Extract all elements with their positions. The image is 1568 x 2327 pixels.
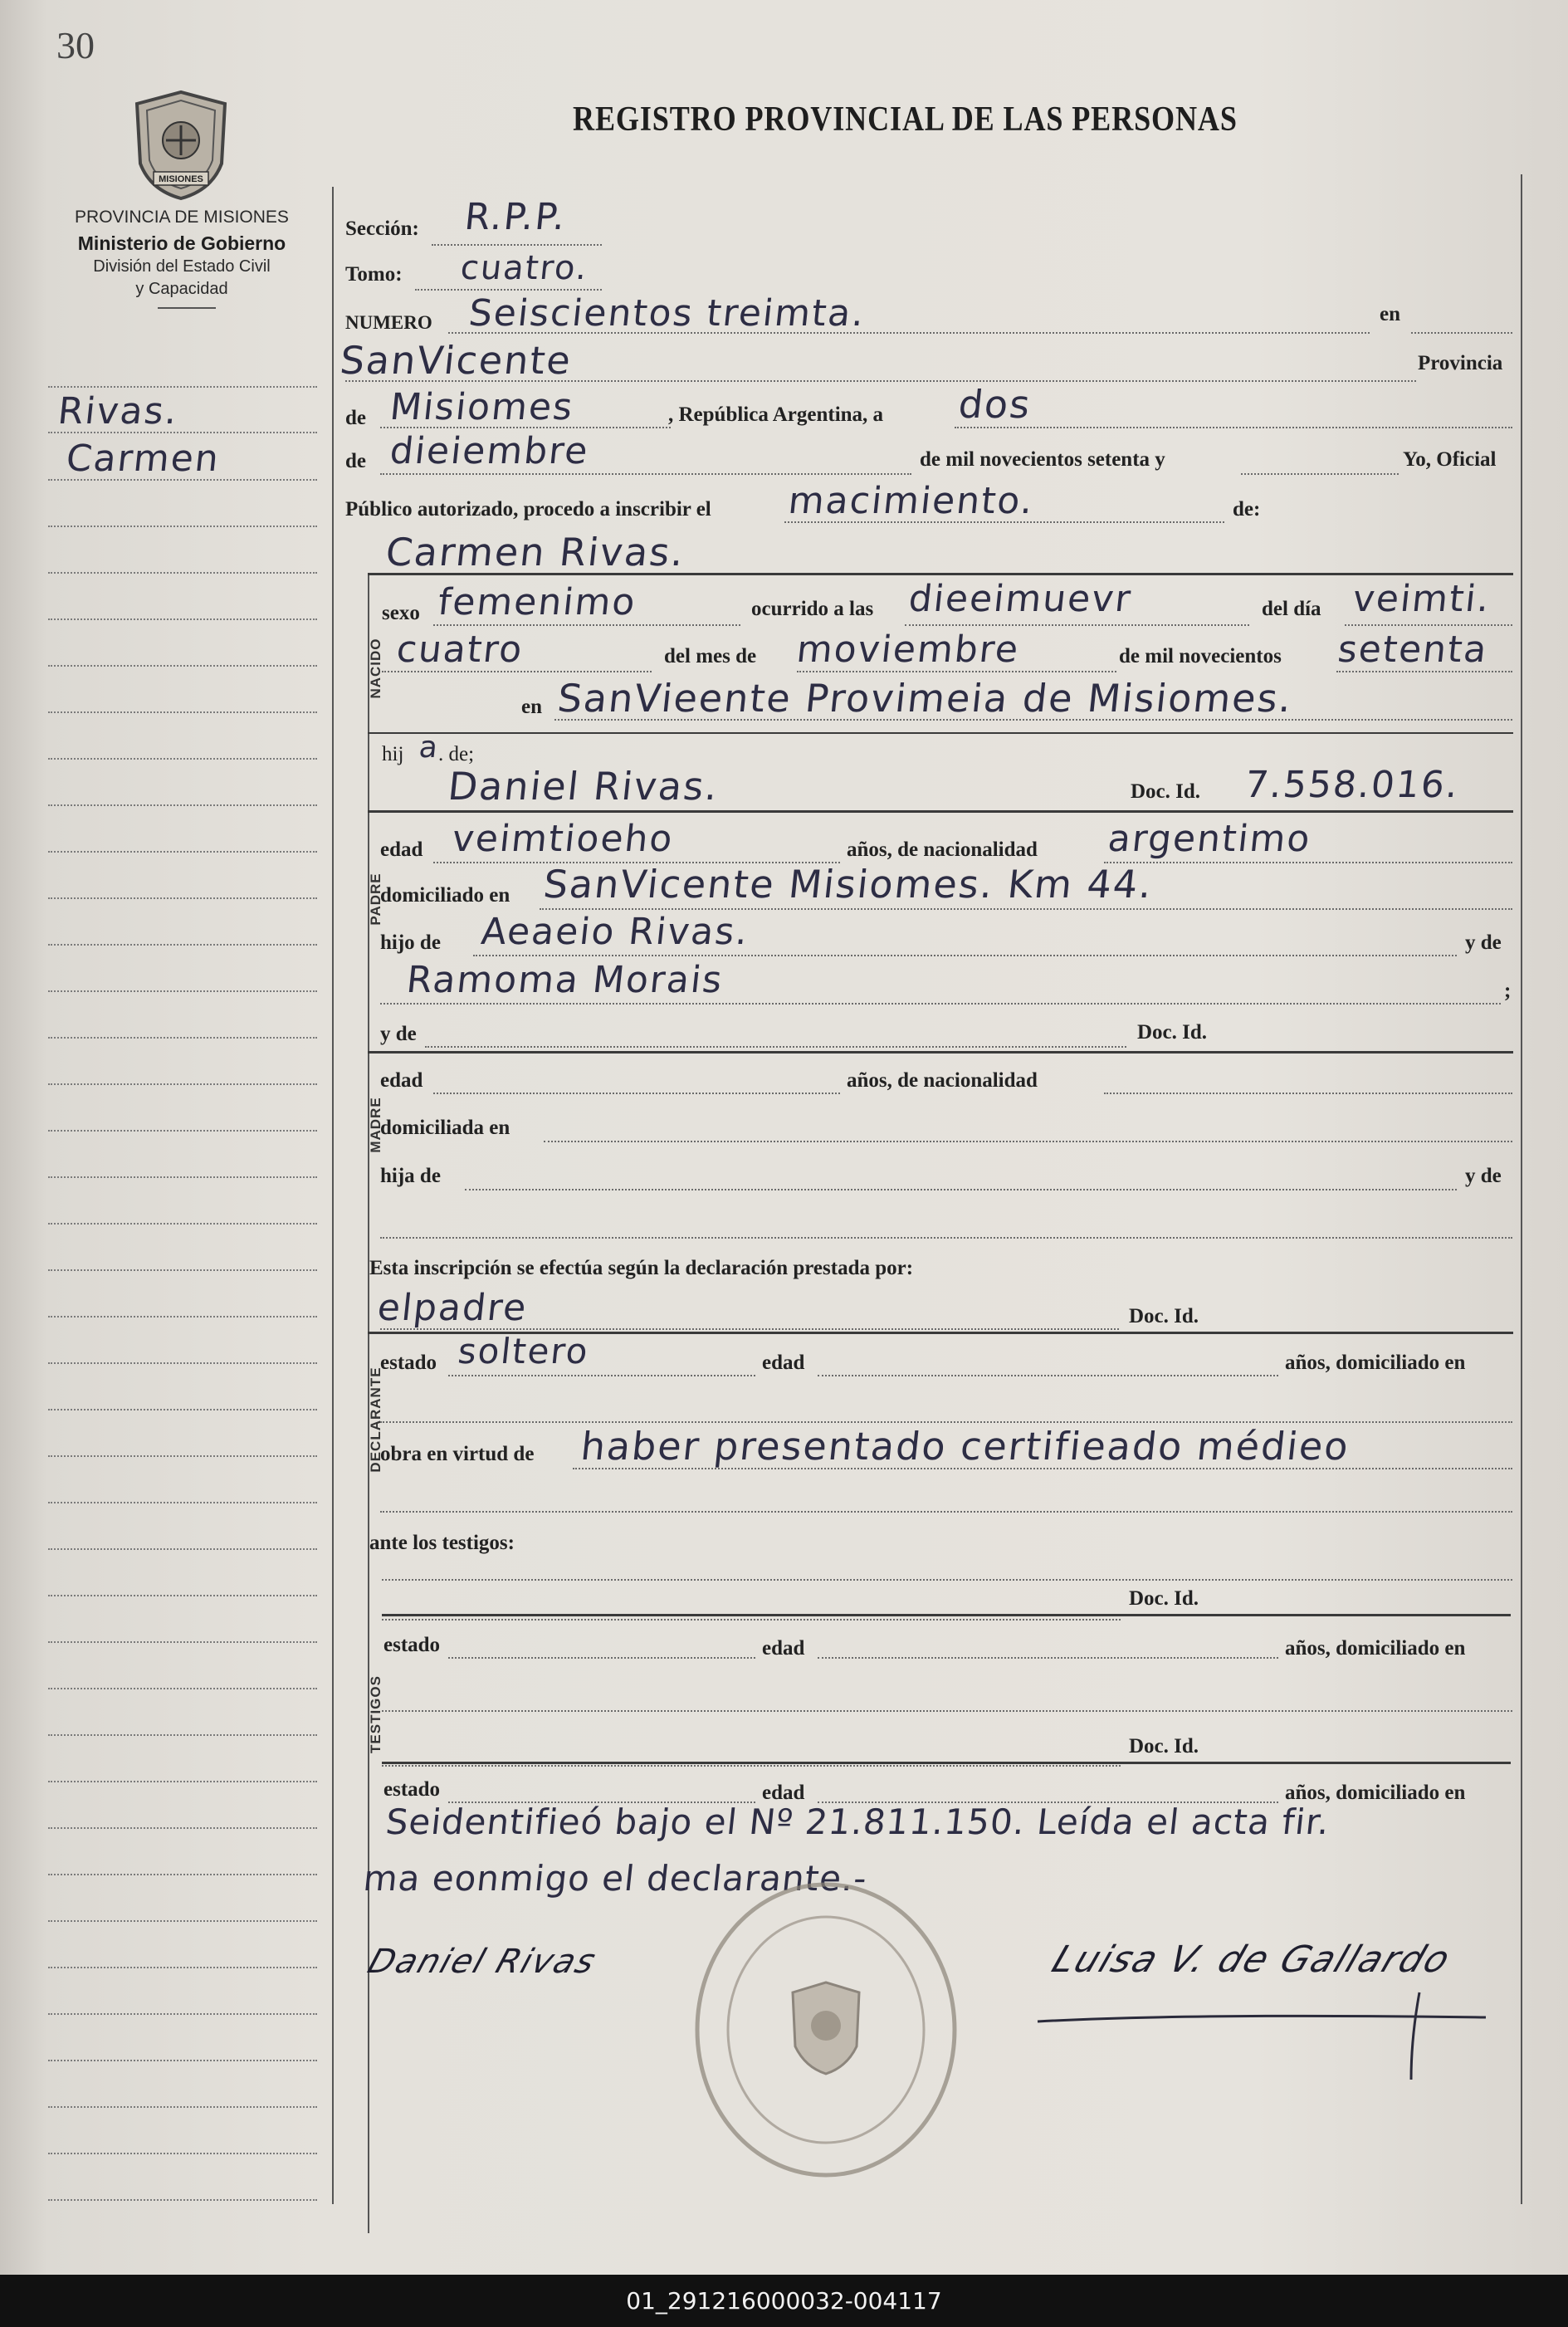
label-madre-edad: edad <box>380 1069 423 1092</box>
label-testigo1-estado: estado <box>383 1634 441 1656</box>
province-name: PROVINCIA DE MISIONES <box>75 208 289 227</box>
label-en: en <box>1380 303 1400 325</box>
field-hora: dieeimuevr <box>906 578 1135 620</box>
field-anio-nacimiento: setenta <box>1336 628 1491 671</box>
page-number: 30 <box>56 24 95 66</box>
field-nombre-nacido: Carmen Rivas. <box>383 530 687 574</box>
margin-given-name: Carmen <box>64 438 222 480</box>
field-sexo: femenimo <box>436 581 639 623</box>
right-border <box>1521 174 1522 2204</box>
label-declarante-edad: edad <box>762 1352 805 1374</box>
field-lugar: SanVicente <box>338 338 574 383</box>
field-padre-doc: 7.558.016. <box>1243 764 1462 806</box>
field-virtud: haber presentado certifieado médieo <box>579 1424 1352 1469</box>
label-padre-edad: edad <box>380 838 423 861</box>
label-del-dia: del día <box>1262 598 1321 620</box>
signature-oficial: Luisa V. de Gallardo <box>1046 1938 1458 1981</box>
label-de-2: de <box>345 450 366 472</box>
label-sexo: sexo <box>382 602 420 624</box>
official-stamp-icon <box>689 1876 963 2183</box>
capacity-name: y Capacidad <box>135 280 228 298</box>
label-provincia: Provincia <box>1418 352 1503 374</box>
field-provincia: Misiomes <box>388 386 576 428</box>
signature-declarante: Daniel Rivas <box>363 1943 602 1981</box>
label-testigo1-domicilio: años, domiciliado en <box>1285 1637 1466 1660</box>
margin-surname: Rivas. <box>56 390 181 433</box>
field-dia-nacimiento-1: veimti. <box>1351 578 1493 620</box>
field-lugar-nacimiento: SanVieente Provimeia de Misiomes. <box>555 676 1296 721</box>
label-declarante-doc: Doc. Id. <box>1129 1305 1199 1327</box>
field-dia-nacimiento-2: cuatro <box>394 628 526 671</box>
label-madre-nacionalidad: años, de nacionalidad <box>847 1069 1038 1092</box>
label-testigo1-doc: Doc. Id. <box>1129 1587 1199 1610</box>
label-testigo1-edad: edad <box>762 1637 805 1660</box>
section-label-testigos: TESTIGOS <box>368 1675 383 1753</box>
division-name: División del Estado Civil <box>93 257 271 276</box>
label-padre-nacionalidad: años, de nacionalidad <box>847 838 1038 861</box>
note-line-1: Seidentifieó bajo el Nº 21.811.150. Leída el acta fir. <box>383 1801 1332 1842</box>
field-mes: dieiembre <box>388 430 592 472</box>
label-padre-domicilio: domiciliado en <box>380 884 510 907</box>
label-republica: , República Argentina, a <box>668 403 884 426</box>
field-declarante-estado: soltero <box>456 1331 592 1371</box>
label-seccion: Sección: <box>345 218 419 240</box>
margin-line <box>48 386 317 388</box>
label-madre-hija-de: hija de <box>380 1165 441 1187</box>
label-padre-hijo-de: hijo de <box>380 931 441 954</box>
field-seccion: R.P.P. <box>462 196 569 238</box>
label-numero: NUMERO <box>345 312 432 333</box>
note-line-2: ma eonmigo el declarante.- <box>361 1858 870 1899</box>
label-en-lugar: en <box>521 696 542 718</box>
field-dia: dos <box>956 382 1034 427</box>
label-madre-domicilio: domiciliada en <box>380 1117 510 1139</box>
label-testigos: ante los testigos: <box>369 1532 515 1554</box>
field-padre-domicilio: SanVicente Misiomes. Km 44. <box>541 862 1155 907</box>
field-tomo: cuatro. <box>458 249 591 287</box>
margin-divider <box>332 187 334 2204</box>
field-padre-edad: veimtioeho <box>450 818 677 860</box>
label-de-semicolon: . de; <box>438 743 475 765</box>
label-publico: Público autorizado, procedo a inscribir el <box>345 498 711 521</box>
section-label-declarante: DECLARANTE <box>368 1366 383 1473</box>
label-obra: obra en virtud de <box>380 1443 535 1465</box>
section-label-nacido: NACIDO <box>368 638 383 699</box>
label-declarante-estado: estado <box>380 1352 437 1374</box>
label-padre-doc: Doc. Id. <box>1131 780 1201 803</box>
label-tomo: Tomo: <box>345 263 403 286</box>
signature-flourish <box>1021 1988 1519 2080</box>
label-yo-oficial: Yo, Oficial <box>1403 448 1497 471</box>
label-de-1: de <box>345 407 366 429</box>
label-madre-y-de: y de <box>380 1023 417 1045</box>
document-title: REGISTRO PROVINCIAL DE LAS PERSONAS <box>573 100 1238 139</box>
field-padre-nombre: Daniel Rivas. <box>446 764 721 809</box>
field-numero: Seiscientos treimta. <box>466 292 868 335</box>
field-padre-madre: Ramoma Morais <box>404 959 725 1001</box>
label-semicolon: ; <box>1504 980 1512 1002</box>
label-padre-y-de: y de <box>1465 931 1502 954</box>
section-label-padre: PADRE <box>368 873 383 926</box>
label-de-mil: de mil novecientos setenta y <box>920 448 1165 471</box>
label-de-mil-novecientos: de mil novecientos <box>1119 645 1282 667</box>
label-de-colon: de: <box>1233 498 1261 521</box>
field-hij-suffix: a <box>417 731 442 765</box>
label-testigo2-doc: Doc. Id. <box>1129 1735 1199 1757</box>
field-tipo-acta: macimiento. <box>786 480 1037 522</box>
label-testigo2-edad: edad <box>762 1782 805 1804</box>
label-declarante-domicilio: años, domiciliado en <box>1285 1352 1466 1374</box>
label-madre-y-de-2: y de <box>1465 1165 1502 1187</box>
field-padre-padre: Aeaeio Rivas. <box>479 911 751 953</box>
label-del-mes: del mes de <box>664 645 757 667</box>
section-label-madre: MADRE <box>368 1097 383 1153</box>
provincial-seal-icon <box>129 87 233 202</box>
label-hij: hij <box>382 743 404 765</box>
label-testigo2-domicilio: años, domiciliado en <box>1285 1782 1466 1804</box>
header-divider <box>158 307 216 309</box>
label-ocurrido: ocurrido a las <box>751 598 874 620</box>
ministry-name: Ministerio de Gobierno <box>77 232 286 254</box>
field-mes-nacimiento: moviembre <box>794 628 1022 671</box>
image-id-footer: 01_291216000032-004117 <box>0 2275 1568 2327</box>
label-testigo2-estado: estado <box>383 1778 441 1801</box>
field-padre-nacionalidad: argentimo <box>1106 818 1314 860</box>
field-declarante: elpadre <box>375 1287 530 1329</box>
label-declaracion: Esta inscripción se efectúa según la declaración prestada por: <box>369 1257 914 1279</box>
seal-text: MISIONES <box>159 174 203 184</box>
label-madre-doc: Doc. Id. <box>1137 1021 1208 1044</box>
